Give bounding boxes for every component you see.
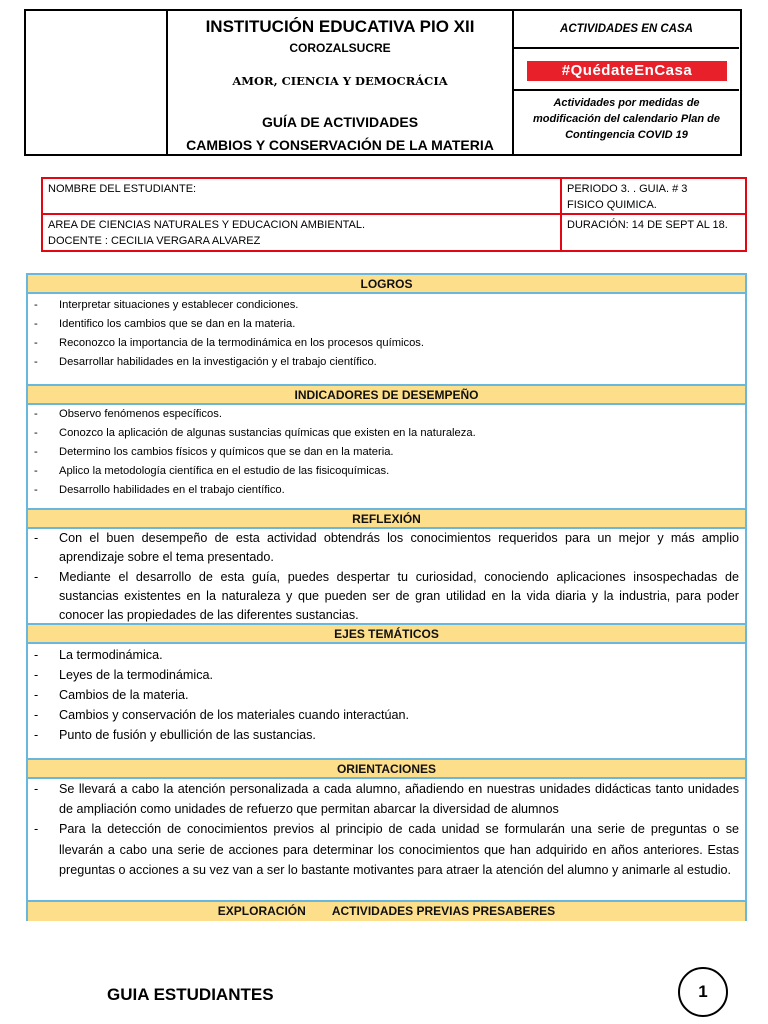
institution-city: COROZALSUCRE	[289, 41, 391, 55]
area-label: AREA DE CIENCIAS NATURALES Y EDUCACION AMBIENTAL.	[48, 219, 366, 231]
covid-note-line: Actividades por medidas de	[553, 97, 700, 109]
list-item: - Determino los cambios físicos y químicos que se dan en la materia.	[34, 446, 394, 458]
covid-note-line: Contingencia COVID 19	[565, 129, 688, 141]
subject-label: FISICO QUIMICA.	[567, 199, 657, 211]
duration-label: DURACIÓN: 14 DE SEPT AL 18.	[567, 219, 728, 231]
list-item: - Observo fenómenos específicos.	[34, 408, 222, 420]
guide-content-table	[26, 273, 747, 921]
list-item: - Mediante el desarrollo de esta guía, puedes despertar tu curiosidad, conociendo aplicaciones insospechadas de sustancias existentes en la naturaleza y que pueden ser de gran utilidad en la vida diaria y la industria, para poder conocer las propiedades de las diferentes sustancias.	[34, 570, 739, 622]
hashtag-banner: #QuédateEnCasa	[527, 61, 727, 81]
presaberes-title: ACTIVIDADES PREVIAS PRESABERES	[331, 904, 556, 918]
header-table	[24, 9, 742, 156]
duration-cell	[562, 215, 745, 250]
list-item: - Para la detección de conocimientos previos al principio de cada unidad se formularán una serie de preguntas o se llevarán a cabo una serie de acciones para determinar los conocimientos que han adquirido en años anteriores. Estas preguntas o acciones a su vez van a ser lo bastante motivantes para atraer la atención del alumno y animarle al estudio.	[34, 822, 739, 877]
activities-home-label: ACTIVIDADES EN CASA	[514, 11, 739, 49]
list-item: - Interpretar situaciones y establecer condiciones.	[34, 299, 299, 311]
list-item: - La termodinámica.	[34, 648, 163, 662]
list-item: - Cambios y conservación de los materiales cuando interactúan.	[34, 708, 410, 722]
footer-title: GUIA ESTUDIANTES	[107, 985, 274, 1004]
list-item: - Identifico los cambios que se dan en la materia.	[34, 318, 296, 330]
teacher-label: DOCENTE : CECILIA VERGARA ALVAREZ	[48, 235, 261, 247]
guide-title: GUÍA DE ACTIVIDADES	[261, 114, 419, 130]
guide-subtitle: CAMBIOS Y CONSERVACIÓN DE LA MATERIA	[186, 137, 494, 153]
hashtag-cell	[514, 49, 739, 91]
period-cell	[562, 179, 745, 215]
student-name-cell	[43, 179, 562, 215]
institution-name: INSTITUCIÓN EDUCATIVA PIO XII	[205, 17, 475, 36]
section-header-reflexion: REFLEXIÓN	[28, 508, 745, 529]
list-item: - Desarrollo habilidades en el trabajo científico.	[34, 484, 285, 496]
list-item: - Cambios de la materia.	[34, 688, 189, 702]
section-header-indicadores: INDICADORES DE DESEMPEÑO	[28, 384, 745, 405]
student-info-table	[41, 177, 747, 252]
covid-note	[514, 91, 739, 154]
activities-cell	[514, 11, 739, 154]
covid-note-line: modificación del calendario Plan de	[532, 113, 721, 125]
section-header-exploracion	[28, 900, 745, 921]
list-item: - Con el buen desempeño de esta actividad obtendrás los conocimientos requeridos para un mejor y más amplio aprendizaje sobre el tema presentado.	[34, 531, 739, 564]
student-name-label: NOMBRE DEL ESTUDIANTE:	[48, 183, 197, 195]
section-header-logros: LOGROS	[28, 275, 745, 294]
area-cell	[43, 215, 562, 250]
list-item: - Se llevará a cabo la atención personalizada a cada alumno, añadiendo en nuestras unidades didácticas tanto unidades de ampliación como unidades de refuerzo que permitan abarcar la diversidad de alumnos	[34, 782, 739, 816]
list-item: - Aplico la metodología científica en el estudio de las fisicoquímicas.	[34, 465, 390, 477]
exploracion-title: EXPLORACIÓN	[217, 904, 306, 918]
list-item: - Reconozco la importancia de la termodinámica en los procesos químicos.	[34, 337, 425, 349]
section-header-ejes: EJES TEMÁTICOS	[28, 623, 745, 644]
list-item: - Conozco la aplicación de algunas sustancias químicas que existen en la naturaleza.	[34, 427, 476, 439]
page-number: 1	[678, 967, 728, 1017]
institution-cell	[168, 11, 514, 154]
list-item: - Punto de fusión y ebullición de las sustancias.	[34, 728, 316, 742]
logo-cell	[26, 11, 168, 154]
period-label: PERIODO 3. . GUIA. # 3	[567, 183, 688, 195]
section-header-orientaciones: ORIENTACIONES	[28, 758, 745, 779]
list-item: - Leyes de la termodinámica.	[34, 668, 214, 682]
institution-motto: AMOR, CIENCIA Y DEMOCRÁCIA	[232, 74, 448, 88]
list-item: - Desarrollar habilidades en la investigación y el trabajo científico.	[34, 356, 377, 368]
